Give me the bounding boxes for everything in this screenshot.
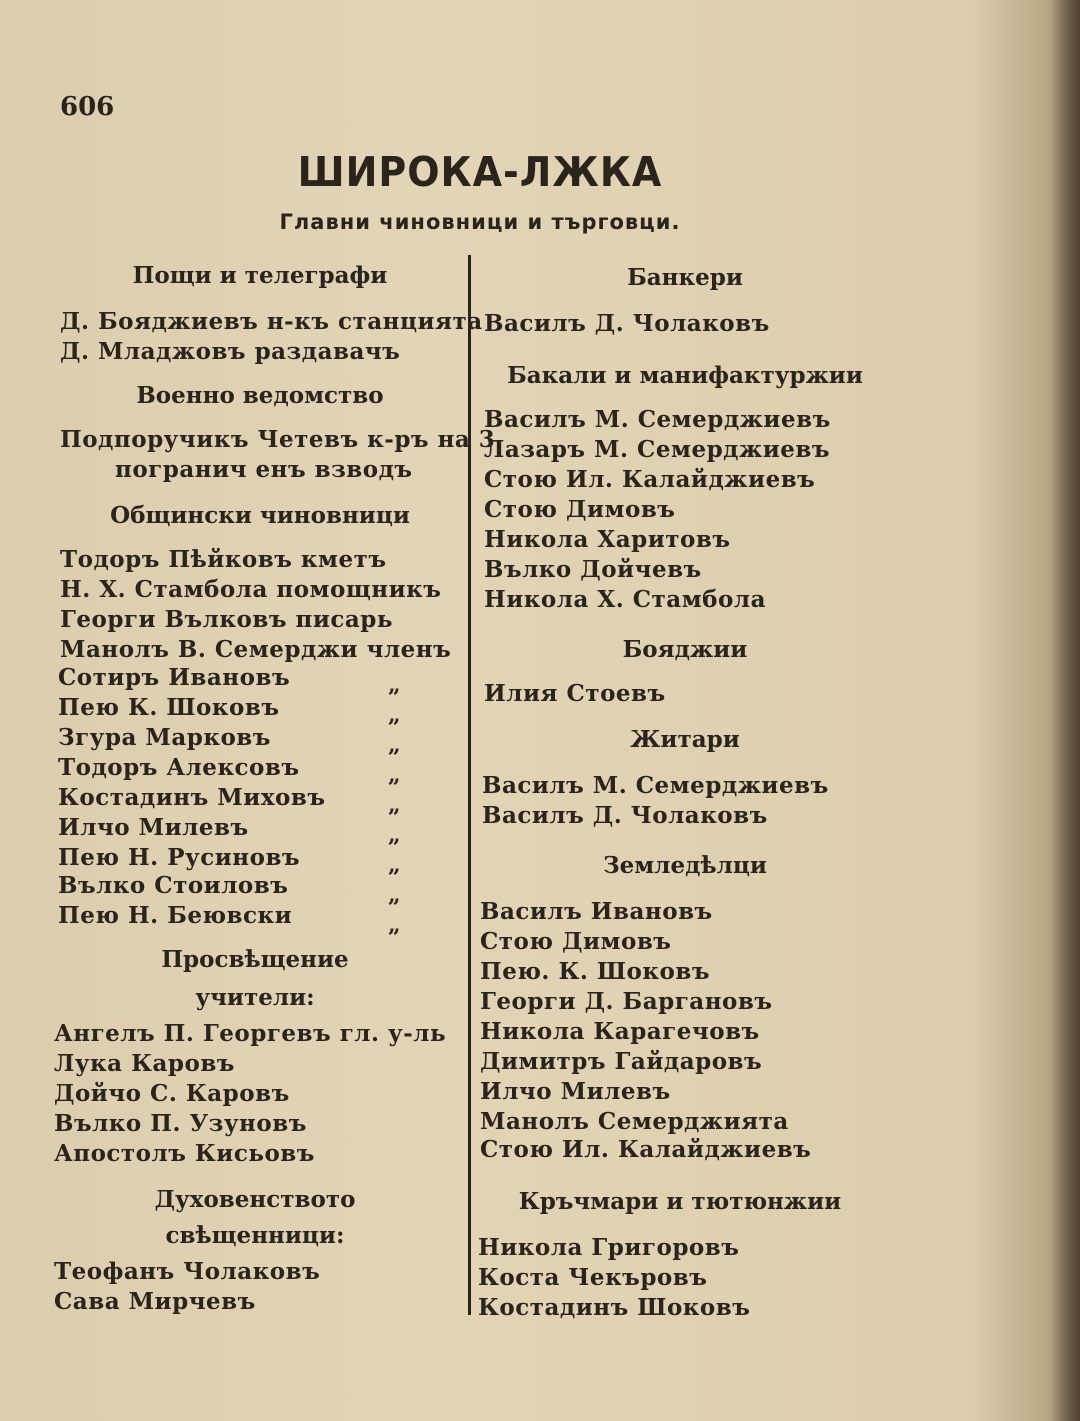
list-item: Дойчо С. Каровъ <box>54 1080 290 1107</box>
ditto-mark: „ <box>388 732 401 758</box>
ditto-mark: „ <box>388 762 401 788</box>
list-item: Никола Карагечовъ <box>480 1018 760 1045</box>
list-item: погранич енъ взводъ <box>115 456 413 483</box>
list-item: Вълко П. Узуновъ <box>54 1110 307 1137</box>
list-item: Вълко Стоиловъ <box>58 872 289 899</box>
list-item: Теофанъ Чолаковъ <box>54 1258 321 1285</box>
section-heading-grain: Житари <box>630 726 740 753</box>
list-item: Ангелъ П. Георгевъ гл. у-ль <box>54 1020 447 1047</box>
list-item: Стою Ил. Калайджиевъ <box>480 1136 812 1163</box>
list-item: Тодоръ Алексовъ <box>58 754 300 781</box>
list-item: Василъ Д. Чолаковъ <box>482 802 768 829</box>
list-item: Лазаръ М. Семерджиевъ <box>484 436 831 463</box>
list-item: Василъ М. Семерджиевъ <box>482 772 829 799</box>
list-item: Д. Бояджиевъ н-къ станцията <box>60 308 483 335</box>
list-item: Стою Ил. Калайджиевъ <box>484 466 816 493</box>
section-heading-clergy: Духовенството <box>154 1186 356 1213</box>
list-item: Коста Чекъровъ <box>478 1264 708 1291</box>
ditto-mark: „ <box>388 852 401 878</box>
ditto-mark: „ <box>388 882 401 908</box>
list-item: Манолъ Семерджията <box>480 1108 789 1135</box>
ditto-mark: „ <box>388 912 401 938</box>
page-number: 606 <box>60 92 115 122</box>
book-spine-shadow <box>1052 0 1080 1421</box>
section-heading-dyers: Бояджии <box>622 636 748 663</box>
list-item: Пею Н. Беювски <box>58 902 293 929</box>
list-item: Илия Стоевъ <box>484 680 666 707</box>
list-item: Никола Григоровъ <box>478 1234 740 1261</box>
list-item: Манолъ В. Семерджи членъ <box>60 636 452 663</box>
section-heading-posts: Пощи и телеграфи <box>132 262 388 289</box>
list-item: Никола Харитовъ <box>484 526 731 553</box>
ditto-mark: „ <box>388 792 401 818</box>
section-heading-farmers: Земледѣлци <box>603 852 767 879</box>
section-heading-tavern: Кръчмари и тютюнжии <box>518 1188 842 1215</box>
ditto-mark: „ <box>388 702 401 728</box>
ditto-mark: „ <box>388 822 401 848</box>
list-item: Д. Младжовъ раздавачъ <box>60 338 401 365</box>
section-heading-military: Военно ведомство <box>136 382 384 409</box>
list-item: Тодоръ Пѣйковъ кметъ <box>60 546 387 573</box>
list-item: Георги Вълковъ писарь <box>60 606 393 633</box>
list-item: Н. Х. Стамбола помощникъ <box>60 576 442 603</box>
column-divider <box>468 255 471 1315</box>
list-item: Василъ Д. Чолаковъ <box>484 310 770 337</box>
list-item: Василъ Ивановъ <box>480 898 713 925</box>
list-item: Василъ М. Семерджиевъ <box>484 406 831 433</box>
section-heading-bankers: Банкери <box>627 264 743 291</box>
section-heading-education: Просвѣщение <box>161 946 349 973</box>
list-item: Костадинъ Шоковъ <box>478 1294 751 1321</box>
section-heading-municipal: Общински чиновници <box>110 502 410 529</box>
list-item: Стою Димовъ <box>484 496 676 523</box>
list-item: Стою Димовъ <box>480 928 672 955</box>
list-item: Илчо Милевъ <box>58 814 249 841</box>
list-item: Илчо Милевъ <box>480 1078 671 1105</box>
list-item: Апостолъ Кисьовъ <box>54 1140 315 1167</box>
list-item: Пею К. Шоковъ <box>58 694 280 721</box>
ditto-mark: „ <box>388 672 401 698</box>
section-subheading-priests: свѣщенници: <box>165 1222 345 1249</box>
list-item: Георги Д. Баргановъ <box>480 988 773 1015</box>
page-subtitle: Главни чиновници и търговци. <box>279 210 681 234</box>
list-item: Лука Каровъ <box>54 1050 235 1077</box>
list-item: Сава Мирчевъ <box>54 1288 256 1315</box>
section-heading-grocers: Бакали и манифактуржии <box>507 362 863 389</box>
list-item: Вълко Дойчевъ <box>484 556 702 583</box>
list-item: Никола Х. Стамбола <box>484 586 766 613</box>
section-subheading-teachers: учители: <box>195 984 315 1011</box>
page-title: ШИРОКА-ЛЖКА <box>297 148 663 196</box>
list-item: Костадинъ Миховъ <box>58 784 326 811</box>
list-item: Пею. К. Шоковъ <box>480 958 710 985</box>
list-item: Подпоручикъ Четевъ к-ръ на 3 <box>60 426 496 453</box>
list-item: Димитръ Гайдаровъ <box>480 1048 763 1075</box>
list-item: Згура Марковъ <box>58 724 271 751</box>
list-item: Сотиръ Ивановъ <box>58 664 291 691</box>
list-item: Пею Н. Русиновъ <box>58 844 301 871</box>
